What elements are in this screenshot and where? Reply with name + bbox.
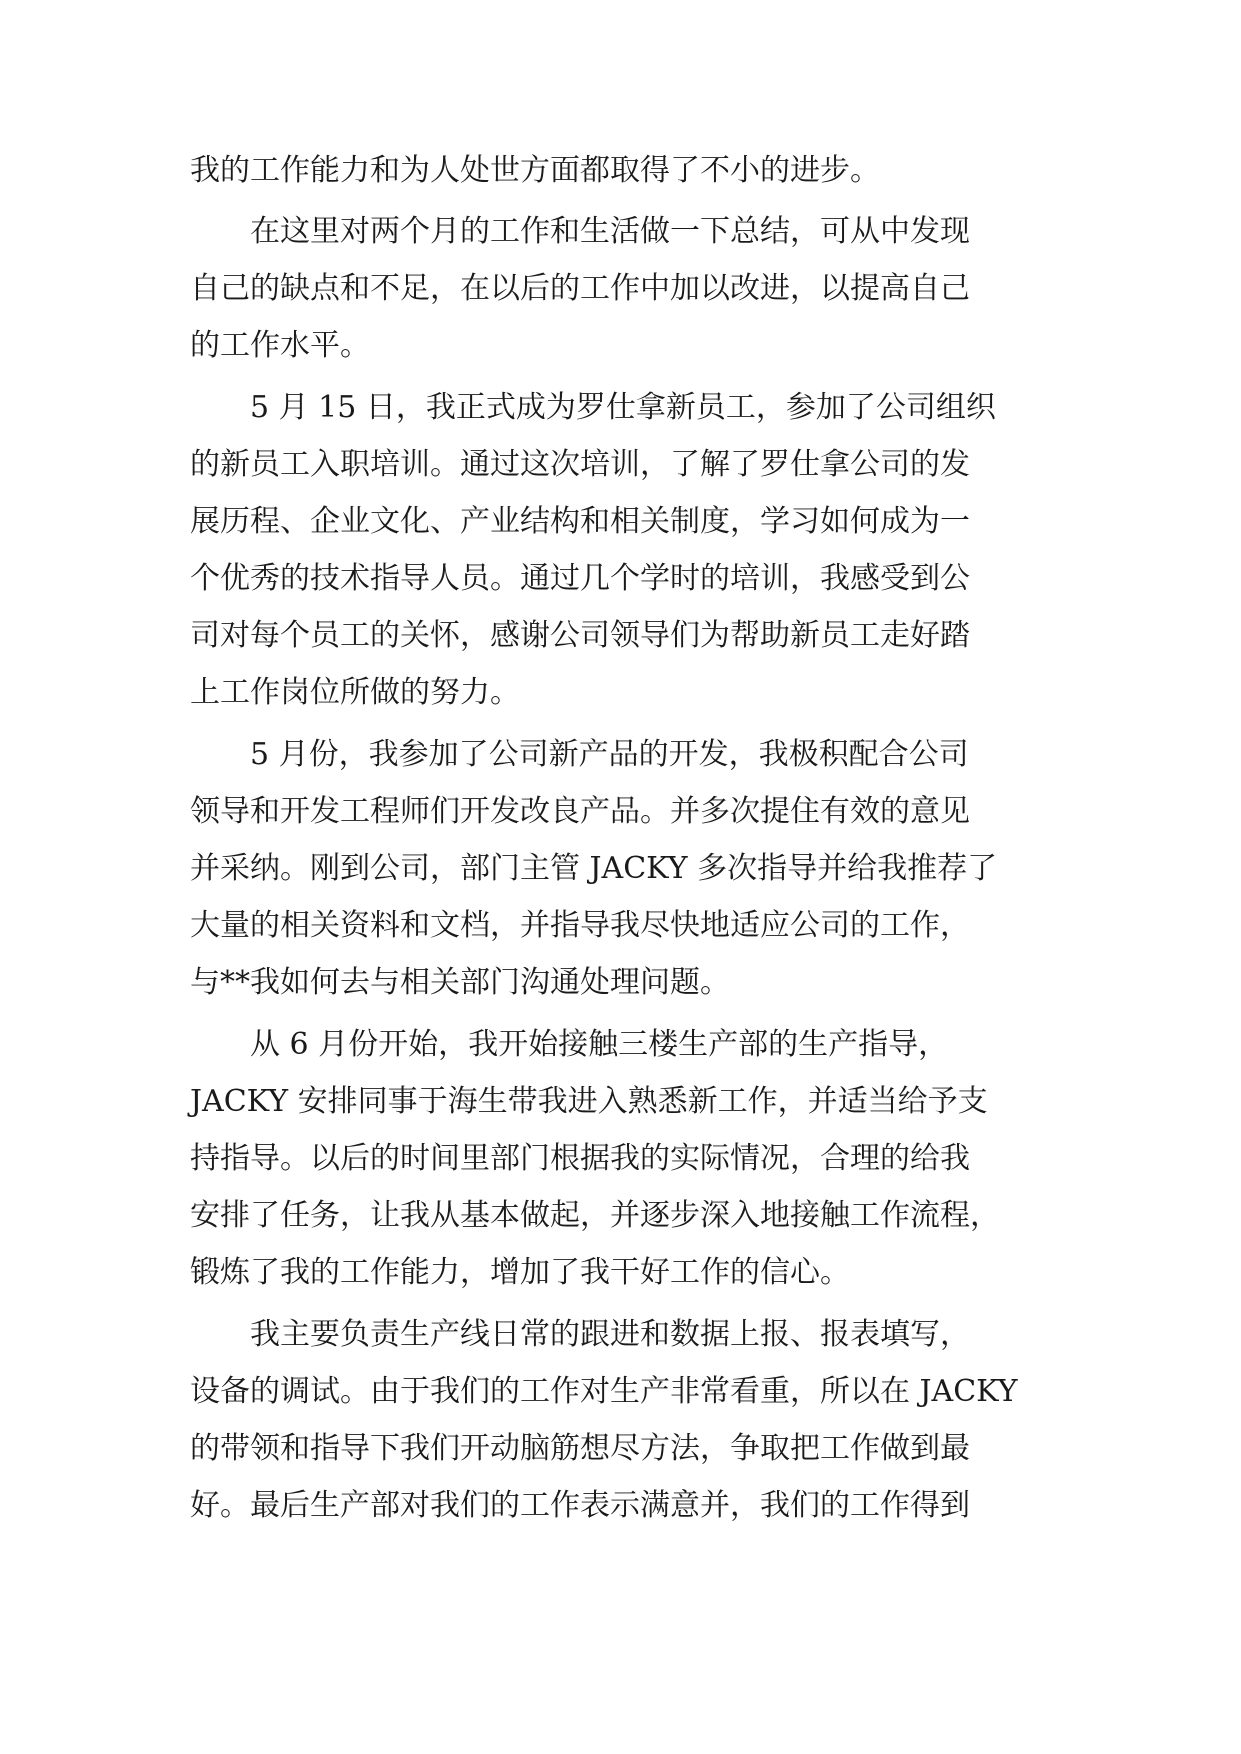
- text-line: 安排了任务，让我从基本做起，并逐步深入地接触工作流程，: [190, 1198, 1000, 1233]
- text-line: 自己的缺点和不足，在以后的工作中加以改进，以提高自己: [190, 271, 970, 306]
- text-line: 持指导。以后的时间里部门根据我的实际情况，合理的给我: [190, 1141, 970, 1176]
- text-line: 设备的调试。由于我们的工作对生产非常看重，所以在 JACKY: [190, 1374, 1018, 1409]
- paragraph-start-line: 在这里对两个月的工作和生活做一下总结，可从中发现: [250, 214, 970, 249]
- text-line: 的新员工入职培训。通过这次培训，了解了罗仕拿公司的发: [190, 447, 970, 482]
- paragraph-start-line: 我主要负责生产线日常的跟进和数据上报、报表填写，: [250, 1317, 970, 1352]
- text-line: 展历程、企业文化、产业结构和相关制度，学习如何成为一: [190, 504, 970, 539]
- text-line: 领导和开发工程师们开发改良产品。并多次提住有效的意见: [190, 794, 970, 829]
- paragraph-start-line: 5 月份，我参加了公司新产品的开发，我极积配合公司: [250, 737, 969, 772]
- text-line: 上工作岗位所做的努力。: [190, 675, 520, 710]
- text-line: 的工作水平。: [190, 328, 370, 363]
- text-line: 的带领和指导下我们开动脑筋想尽方法，争取把工作做到最: [190, 1431, 970, 1466]
- text-line: 与**我如何去与相关部门沟通处理问题。: [190, 965, 730, 1000]
- text-line: 我的工作能力和为人处世方面都取得了不小的进步。: [190, 153, 880, 188]
- paragraph-start-line: 从 6 月份开始，我开始接触三楼生产部的生产指导，: [250, 1027, 949, 1062]
- text-line: 锻炼了我的工作能力，增加了我干好工作的信心。: [190, 1255, 850, 1290]
- text-line: 个优秀的技术指导人员。通过几个学时的培训，我感受到公: [190, 561, 970, 596]
- paragraph-start-line: 5 月 15 日，我正式成为罗仕拿新员工，参加了公司组织: [250, 390, 996, 425]
- text-line: 好。最后生产部对我们的工作表示满意并，我们的工作得到: [190, 1488, 970, 1523]
- text-line: 并采纳。刚到公司，部门主管 JACKY 多次指导并给我推荐了: [190, 851, 998, 886]
- text-line: 司对每个员工的关怀，感谢公司领导们为帮助新员工走好踏: [190, 618, 970, 653]
- text-line: 大量的相关资料和文档，并指导我尽快地适应公司的工作，: [190, 908, 970, 943]
- text-line: JACKY 安排同事于海生带我进入熟悉新工作，并适当给予支: [190, 1084, 988, 1119]
